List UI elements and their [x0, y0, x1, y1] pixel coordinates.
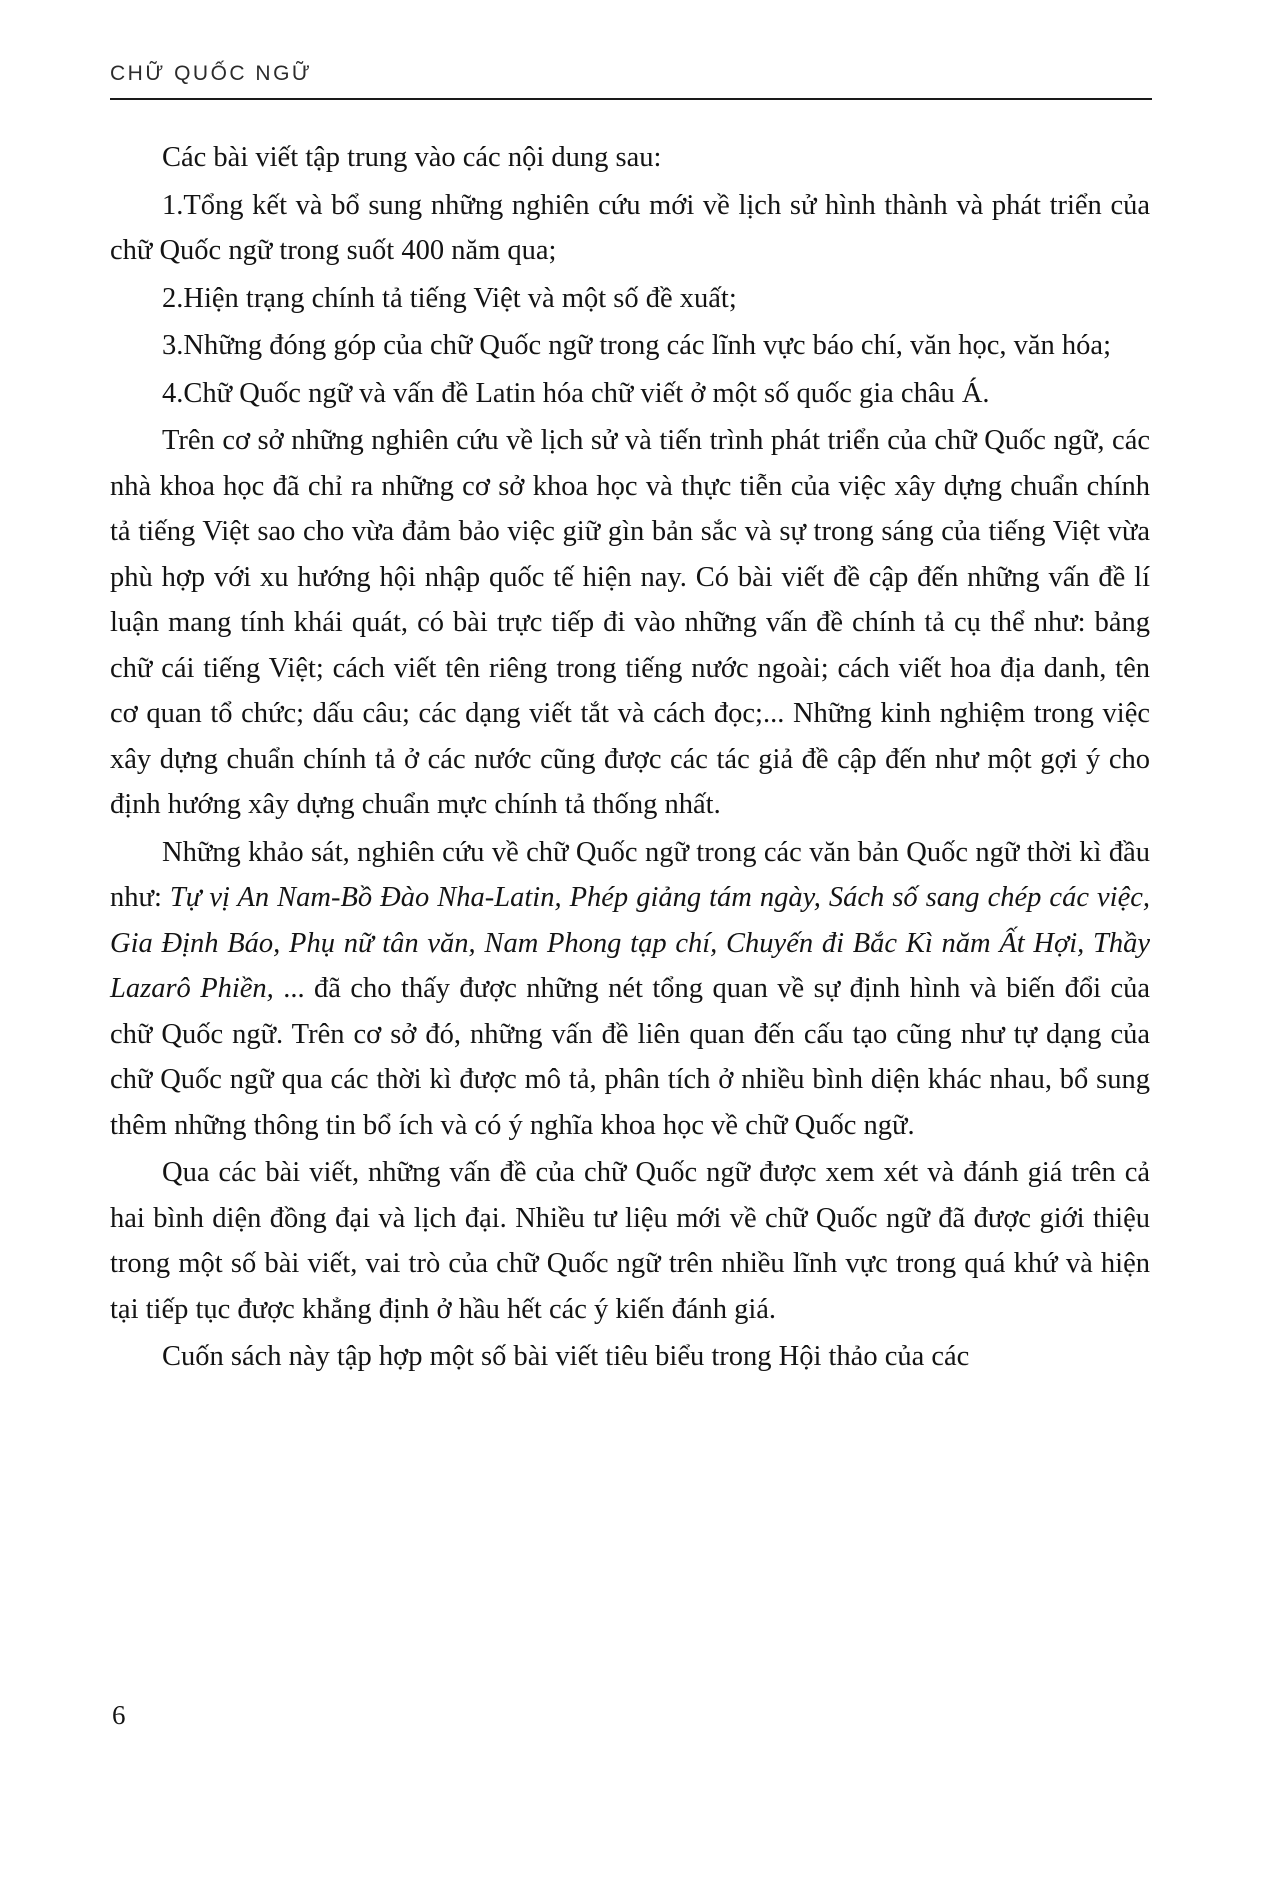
paragraph-research-basis: Trên cơ sở những nghiên cứu về lịch sử và tiến trình phát triển của chữ Quốc ngữ, các nhà khoa học đã chỉ ra những cơ sở khoa học và thực tiễn của việc xây dựng chuẩn chính tả tiếng Việt sao cho vừa đảm bảo việc giữ gìn bản sắc và sự trong sáng của tiếng Việt vừa phù hợp với xu hướng hội nhập quốc tế hiện nay. Có bài viết đề cập đến những vấn đề lí luận mang tính khái quát, có bài trực tiếp đi vào những vấn đề chính tả cụ thể như: bảng chữ cái tiếng Việt; cách viết tên riêng trong tiếng nước ngoài; cách viết hoa địa danh, tên cơ quan tổ chức; dấu câu; các dạng viết tắt và cách đọc;... Những kinh nghiệm trong việc xây dựng chuẩn chính tả ở các nước cũng được các tác giả đề cập đến như một gợi ý cho định hướng xây dựng chuẩn mực chính tả thống nhất.	[110, 425, 1150, 820]
paragraph-early-texts	[110, 830, 1150, 1149]
paragraph-item-2: 2.Hiện trạng chính tả tiếng Việt và một số đề xuất;	[162, 282, 737, 314]
paragraph-item-3: 3.Những đóng góp của chữ Quốc ngữ trong các lĩnh vực báo chí, văn học, văn hóa;	[162, 330, 1112, 361]
page-content	[110, 135, 1150, 1382]
paragraph-evaluation: Qua các bài viết, những vấn đề của chữ Quốc ngữ được xem xét và đánh giá trên cả hai bình diện đồng đại và lịch đại. Nhiều tư liệu mới về chữ Quốc ngữ đã được giới thiệu trong một số bài viết, vai trò của chữ Quốc ngữ trên nhiều lĩnh vực trong quá khứ và hiện tại tiếp tục được khẳng định ở hầu hết các ý kiến đánh giá.	[110, 1157, 1150, 1325]
work-titles-italic: Tự vị An Nam-Bồ Đào Nha-Latin, Phép giảng tám ngày, Sách số sang chép các việc, Gia Định Báo, Phụ nữ tân văn, Nam Phong tạp chí, Chuyến đi Bắc Kì năm Ất Hợi, Thầy Lazarô Phiền,	[110, 882, 1150, 1004]
header-divider	[110, 98, 1152, 100]
page-header	[110, 62, 1152, 100]
paragraph-item-1: 1.Tổng kết và bổ sung những nghiên cứu mới về lịch sử hình thành và phát triển của chữ Quốc ngữ trong suốt 400 năm qua;	[110, 189, 1150, 266]
running-title: CHỮ QUỐC NGỮ	[110, 62, 313, 85]
paragraph-early-texts-lead: Những khảo sát, nghiên cứu về chữ Quốc ngữ trong các văn bản Quốc ngữ thời kì đầu như:	[110, 836, 1150, 913]
paragraph-early-texts-tail: ... đã cho thấy được những nét tổng quan về sự định hình và biến đổi của chữ Quốc ngữ. Trên cơ sở đó, những vấn đề liên quan đến cấu tạo cũng như tự dạng của chữ Quốc ngữ qua các thời kì được mô tả, phân tích ở nhiều bình diện khác nhau, bổ sung thêm những thông tin bổ ích và có ý nghĩa khoa học về chữ Quốc ngữ.	[110, 973, 1150, 1141]
paragraph-book-collection: Cuốn sách này tập hợp một số bài viết tiêu biểu trong Hội thảo của các	[162, 1341, 970, 1372]
paragraph-item-4: 4.Chữ Quốc ngữ và vấn đề Latin hóa chữ viết ở một số quốc gia châu Á.	[162, 377, 990, 409]
paragraph-intro: Các bài viết tập trung vào các nội dung sau:	[162, 142, 662, 173]
page-number: 6	[112, 1700, 126, 1730]
